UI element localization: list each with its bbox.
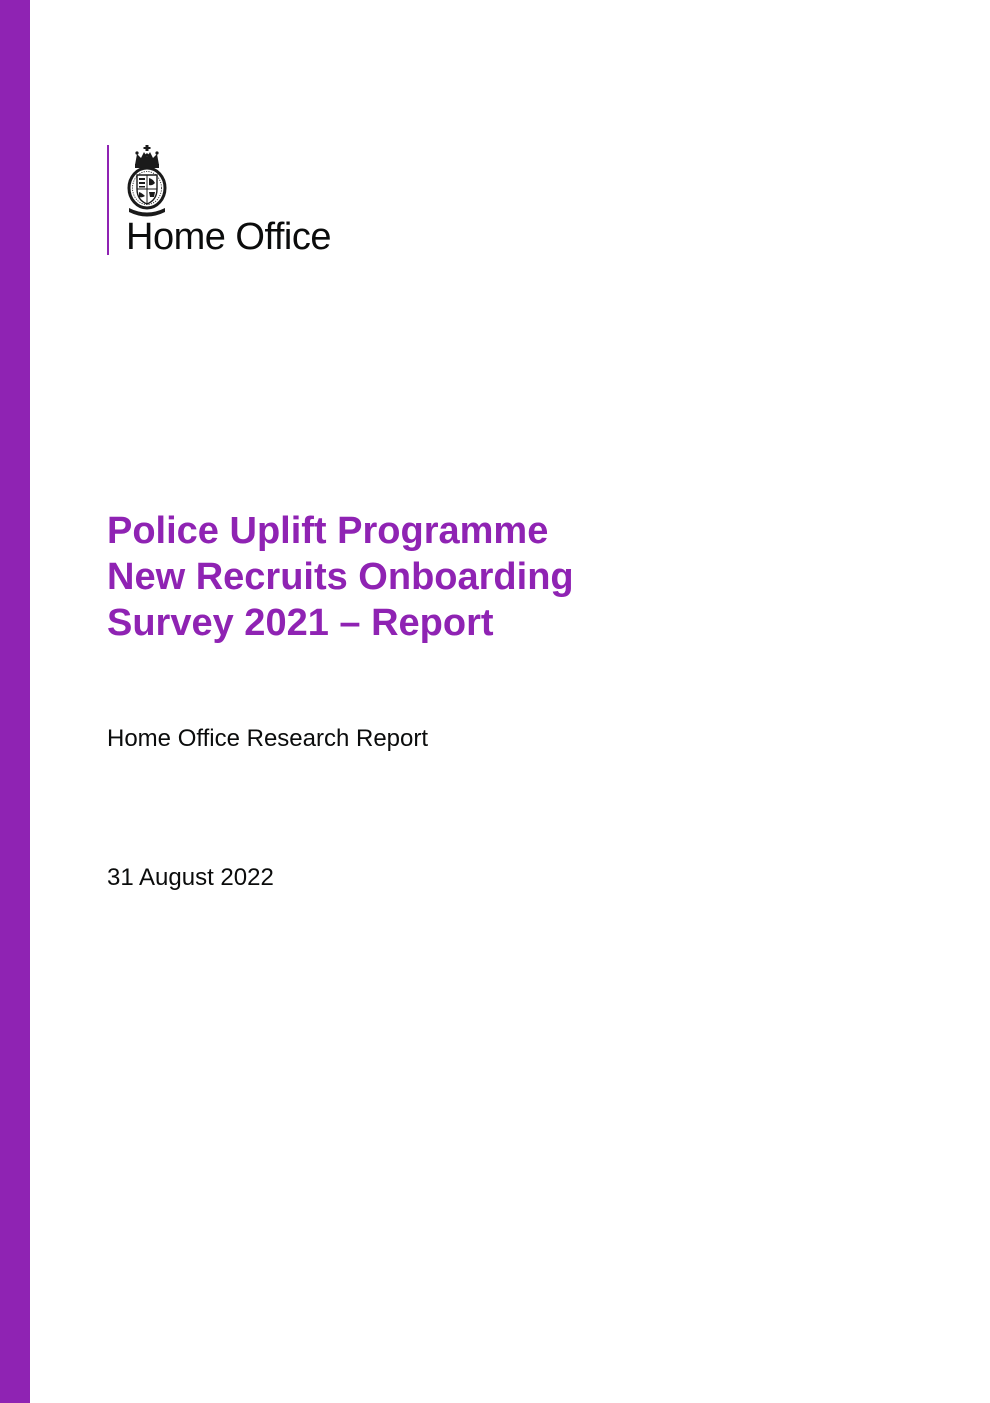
home-office-logo — [107, 145, 387, 258]
title-line: Survey 2021 – Report — [107, 602, 494, 644]
title-line: Police Uplift Programme — [107, 510, 549, 552]
logo-wordmark: Home Office — [126, 216, 331, 258]
publication-date: 31 August 2022 — [107, 864, 274, 891]
report-title — [107, 508, 807, 646]
title-line: New Recruits Onboarding — [107, 556, 574, 598]
royal-coat-of-arms-icon — [125, 145, 169, 217]
report-type-subtitle: Home Office Research Report — [107, 725, 429, 752]
logo-divider-rule — [107, 145, 109, 255]
side-accent-band — [0, 0, 30, 1403]
